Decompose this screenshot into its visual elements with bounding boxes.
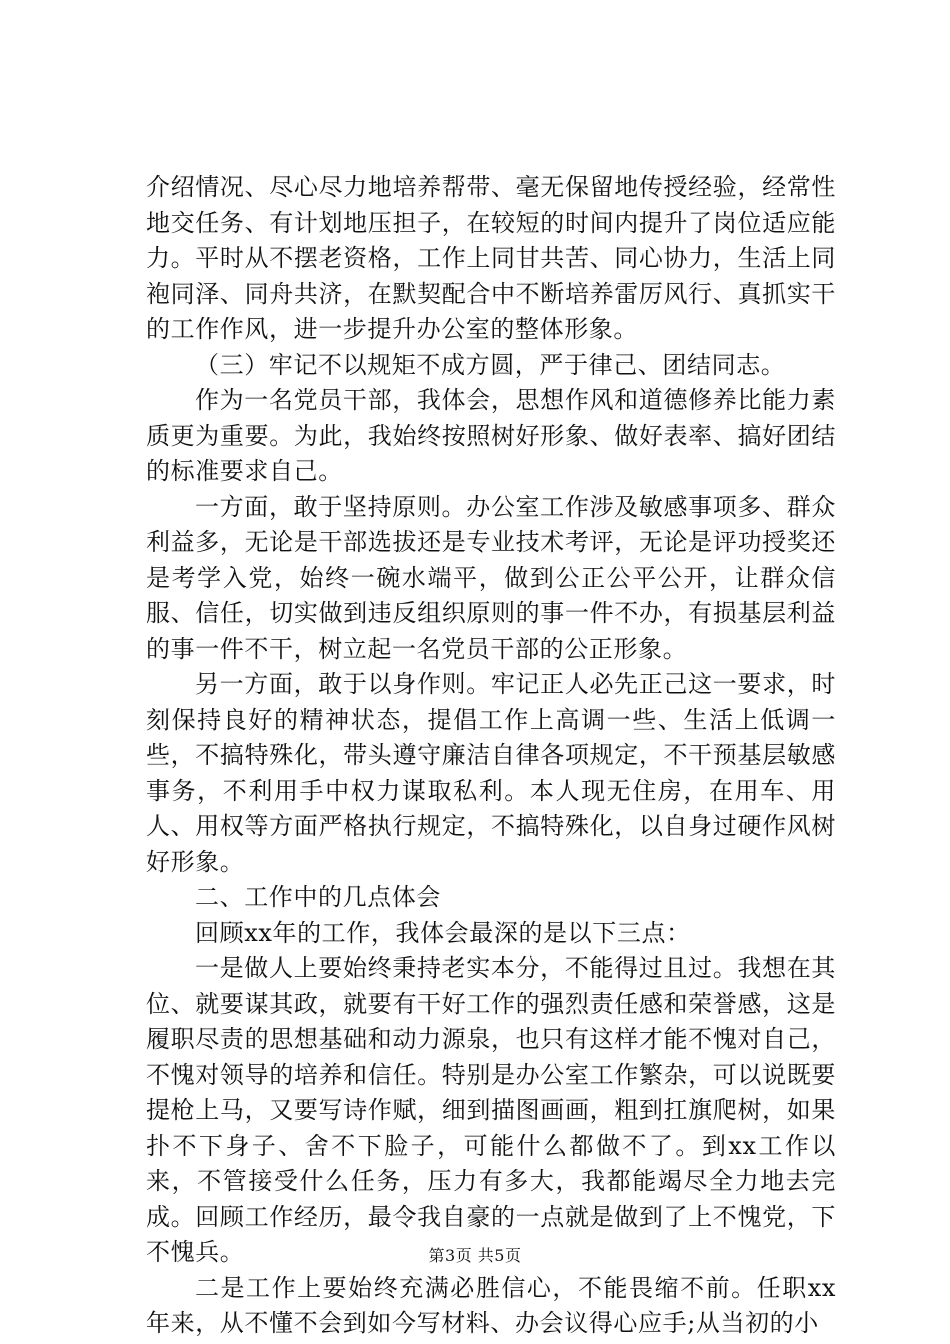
- page-footer: 第3页 共5页: [428, 1246, 522, 1265]
- body-text: [146, 170, 836, 1342]
- paragraph: 另一方面，敢于以身作则。牢记正人必先正己这一要求，时刻保持良好的精神状态，提倡工作上高调一些、生活上低调一些，不搞特殊化，带头遵守廉洁自律各项规定，不干预基层敏感事务，不利用手中权力谋取私利。本人现无住房，在用车、用人、用权等方面严格执行规定，不搞特殊化，以自身过硬作风树好形象。: [146, 670, 836, 876]
- paragraph: 介绍情况、尽心尽力地培养帮带、毫无保留地传授经验，经常性地交任务、有计划地压担子，在较短的时间内提升了岗位适应能力。平时从不摆老资格，工作上同甘共苦、同心协力，生活上同袍同泽、同舟共济，在默契配合中不断培养雷厉风行、真抓实干的工作作风，进一步提升办公室的整体形象。: [146, 173, 836, 343]
- section-heading: 二、工作中的几点体会: [195, 883, 441, 911]
- section-heading: （三）牢记不以规矩不成方圆，严于律己、团结同志。: [195, 350, 786, 379]
- paragraph: 一方面，敢于坚持原则。办公室工作涉及敏感事项多、群众利益多，无论是干部选拔还是专业技术考评，无论是评功授奖还是考学入党，始终一碗水端平，做到公正公平公开，让群众信服、信任，切实做到违反组织原则的事一件不办，有损基层利益的事一件不干，树立起一名党员干部的公正形象。: [146, 492, 836, 663]
- paragraph: 二是工作上要始终充满必胜信心，不能畏缩不前。任职xx年来，从不懂不会到如今写材料、办会议得心应手;从当初的小: [146, 1273, 836, 1337]
- paragraph: 作为一名党员干部，我体会，思想作风和道德修养比能力素质更为重要。为此，我始终按照树好形象、做好表率、搞好团结的标准要求自己。: [146, 386, 836, 485]
- paragraph: 一是做人上要始终秉持老实本分，不能得过且过。我想在其位、就要谋其政，就要有干好工作的强烈责任感和荣誉感，这是履职尽责的思想基础和动力源泉，也只有这样才能不愧对自己，不愧对领导的培养和信任。特别是办公室工作繁杂，可以说既要提枪上马，又要写诗作赋，细到描图画画，粗到扛旗爬树，如果扑不下身子、舍不下脸子，可能什么都做不了。到xx工作以来，不管接受什么任务，压力有多大，我都能竭尽全力地去完成。回顾工作经历，最令我自豪的一点就是做到了上不愧党，下不愧兵。: [146, 954, 836, 1266]
- paragraph: 回顾xx年的工作，我体会最深的是以下三点：: [195, 918, 691, 947]
